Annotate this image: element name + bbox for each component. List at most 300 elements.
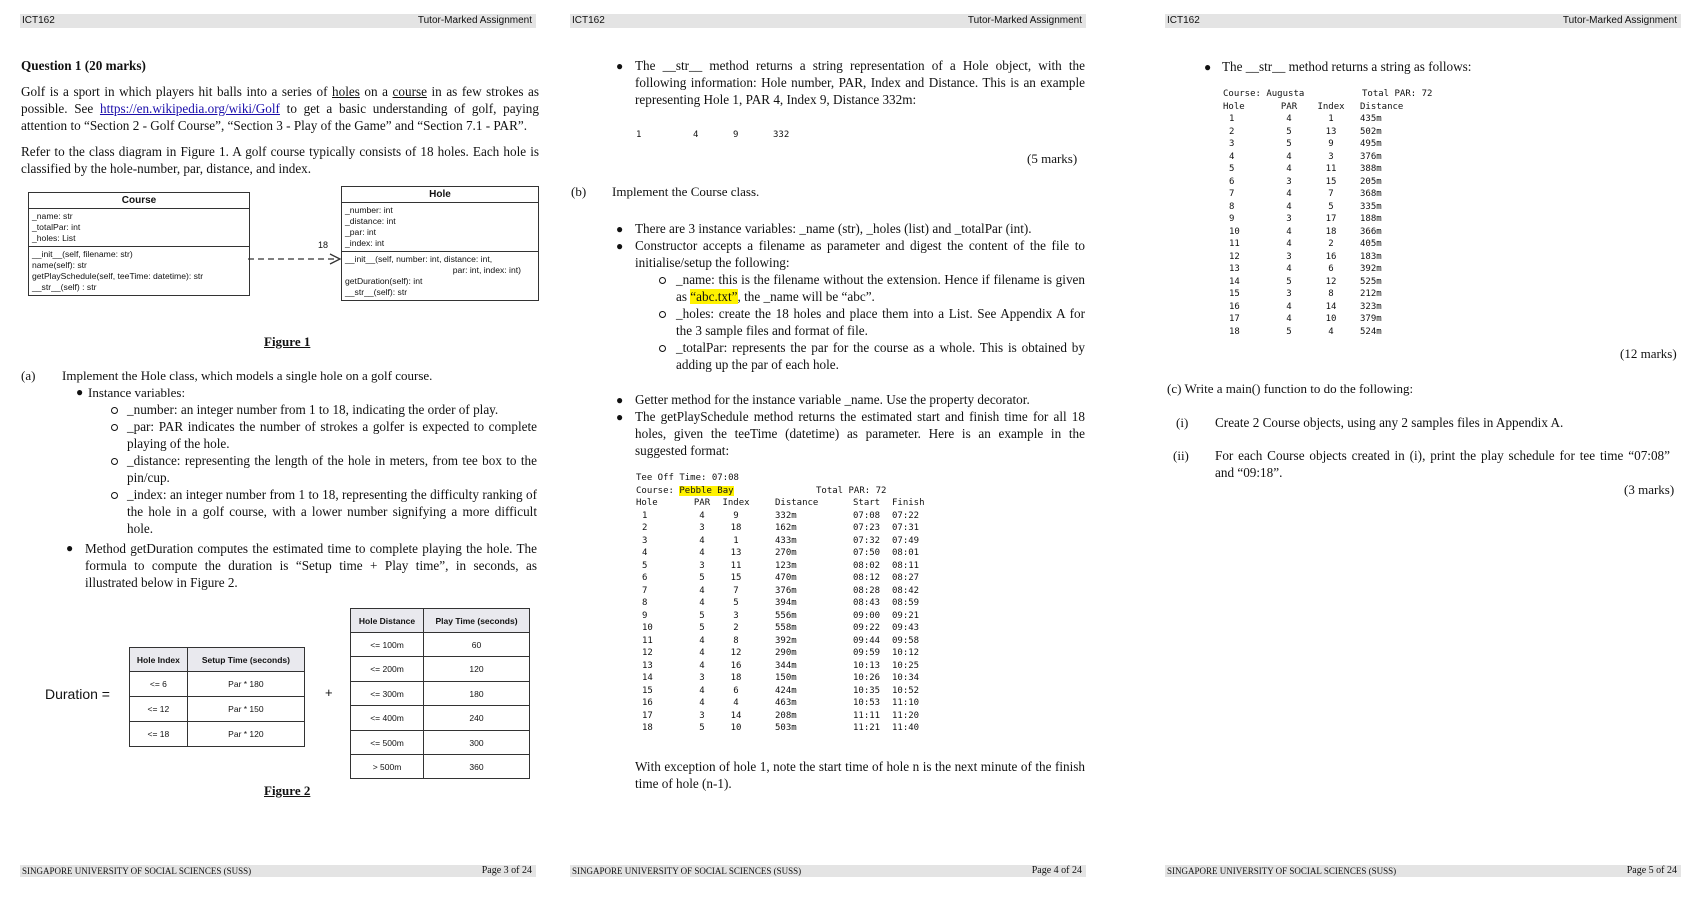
header-course: ICT162 (22, 15, 55, 26)
table-row-cell: 08:43 (853, 598, 881, 608)
table-row (1223, 113, 1523, 126)
table-header-cell: Start (853, 498, 881, 508)
table-row (636, 547, 976, 560)
footer-university: SINGAPORE UNIVERSITY OF SOCIAL SCIENCES (SUSS) (572, 866, 802, 876)
table-row-cell: 366m (1360, 226, 1382, 237)
part-a-text: Implement the Hole class, which models a single hole on a golf course. (62, 368, 433, 383)
table-header-cell: PAR (1280, 101, 1298, 112)
table-row-cell: 4 (1286, 201, 1292, 212)
table-row-cell: 10:26 (853, 673, 881, 683)
table-row-cell: 5 (699, 610, 705, 621)
table-header-cell: Hole (636, 498, 658, 508)
table-row (636, 522, 976, 535)
table-row-cell: 4 (699, 698, 705, 708)
table-row-cell: 10:13 (853, 660, 881, 671)
table-header (1223, 101, 1523, 114)
table-header-cell: Distance (775, 498, 819, 508)
table-row-cell: 2 (1328, 239, 1334, 249)
table-row-cell: 4 (1286, 151, 1292, 162)
table-row-cell: 14 (642, 673, 653, 683)
table-row-cell: 11 (730, 560, 742, 571)
table-row-cell: 12 (642, 648, 653, 658)
table-row-cell: 3 (1286, 251, 1292, 262)
marks-b: (12 marks) (1620, 346, 1677, 361)
table-row-cell: 14 (1325, 301, 1337, 312)
course-attributes: _name: str _totalPar: int _holes: List (29, 209, 249, 247)
figure-1-caption: Figure 1 (264, 334, 311, 349)
table-row-cell: 5 (1229, 164, 1235, 174)
table-row-cell: 4 (1286, 189, 1292, 199)
part-c-ii-label: (ii) (1173, 448, 1189, 463)
table-row-cell: 6 (733, 685, 739, 696)
table-row-cell: 11:11 (853, 710, 881, 721)
table-row-cell: 08:28 (853, 585, 881, 596)
table-row-cell: 6 (1229, 176, 1235, 187)
table-row-cell: 3 (699, 673, 705, 683)
table-row-cell: 09:21 (892, 610, 920, 621)
circle-bullet (659, 277, 666, 284)
bullet: ● (616, 410, 624, 424)
hole-methods: __init__(self, number: int, distance: int, par: int, index: int) getDuration(self): int __str__(self): str (345, 254, 521, 297)
course-class-box (28, 192, 250, 296)
table-row-cell: 208m (775, 710, 797, 721)
table-row-cell: 388m (1360, 164, 1382, 174)
table-row-cell: 2 (733, 623, 739, 633)
table-row-cell: 12 (1325, 276, 1337, 287)
table-row-cell: 4 (699, 585, 705, 596)
table-row-cell: 4 (1286, 314, 1292, 324)
page-4: ICT162 Tutor-Marked Assignment ● The __str__ method returns a string representation of a Hole object, with the following information: Hole number, PAR, Index and Distance. This is an example representing Hole 1, PAR 4, Index 9, Distance 332m: 1 4 9 332 (5 marks) (b) Implement the Course class. ● There are 3 instance variables: _name (str), _holes (list) and _totalPar (int). ● Constructor accepts a filename as parameter and digest the content of the file to initialise/setup the following: _name: this is the filename without the extension. Hence if filename is given as “abc.txt”, the _name will be “abc”. _holes: create the 18 holes and place them into a List. See Appendix A for the 3 sample files and format of file. _totalPar: represents the par for the course as a whole. This is obtained by adding up the par of each hole. ● Getter method for the instance variable _name. Use the property decorator. ● The getPlaySchedule method returns the estimated start and finish time for all 18 holes, given the teeTime (datetime) as parameter. Here is an example in the suggested format: Tee Off Time: 07:08 Course: Pebble Bay Total PAR: 72 Hole PAR Index Distance Start Finish 1 4 9 332m 07:08 07:22 2 3 18 162m 07:23 07:31 3 4 1 433m 07:32 07:49 4 4 13 270m 07:50 08:01 5 3 11 123m 08:02 08:11 6 5 15 470m 08:12 08:27 7 4 7 376m 08:28 08:42 8 4 5 394m 08:43 08:59 9 5 3 556m 09:00 09:21 10 5 2 558m 09:22 09:43 11 4 8 392m 09:44 09:58 12 4 12 290m 09:59 10:12 13 4 16 344m 10:13 10:25 14 3 18 150m 10:26 10:34 15 4 6 424m 10:35 10:52 16 4 4 463m 10:53 11:10 17 3 14 208m 11:11 11:20 18 5 10 503m 11:21 11:40 With exception of hole 1, note the start time of hole n is the next minute of the finish time of hole (n-1). SINGAPORE UNIVERSITY OF SOCIAL SCIENCES (SUSS) Page 4 of 24 (558, 0, 1086, 901)
table-row-cell: 2 (1229, 126, 1235, 137)
table-row-cell: 12 (730, 648, 742, 658)
table-row (636, 672, 976, 685)
table-row-cell: 3 (1229, 139, 1235, 149)
table-row-cell: 07:08 (853, 510, 881, 521)
table-row-cell: 8 (642, 598, 648, 608)
table-row-cell: 10:12 (892, 648, 920, 658)
table-row-cell: 11 (1325, 164, 1337, 174)
table-row-cell: 376m (1360, 151, 1382, 162)
table-row-cell: 290m (775, 648, 797, 658)
table-row-cell: 150m (775, 673, 797, 683)
table-row-cell: 3 (1286, 289, 1292, 299)
table-row-cell: 7 (733, 585, 739, 596)
table-row-cell: 11:21 (853, 723, 881, 733)
table-row-cell: 376m (775, 585, 797, 596)
table-row-cell: 5 (699, 573, 705, 583)
table-row-cell: 09:43 (892, 623, 920, 633)
table-row-cell: 4 (733, 698, 739, 708)
table-row (636, 697, 976, 710)
table-header-cell: Distance (1360, 101, 1404, 112)
wikipedia-golf-link[interactable]: https://en.wikipedia.org/wiki/Golf (99, 101, 280, 116)
part-b-label: (b) (571, 184, 587, 199)
bullet: ● (1204, 60, 1212, 74)
table-row-cell: 16 (642, 698, 653, 708)
table-header-cell: Hole (1223, 101, 1245, 112)
table-row (1223, 251, 1523, 264)
table-row (636, 535, 976, 548)
table-row-cell: 16 (1229, 301, 1240, 312)
part-b-text: Implement the Course class. (612, 184, 760, 199)
table-row-cell: 13 (1325, 126, 1337, 137)
table-row-cell: 08:11 (892, 560, 920, 571)
table-row-cell: 10:25 (892, 660, 920, 671)
course-methods: __init__(self, filename: str) name(self): str getPlaySchedule(self, teeTime: datetime): str __str__(self) : str (32, 249, 204, 292)
table-row-cell: 10:53 (853, 698, 881, 708)
table-row-cell: 17 (1229, 314, 1240, 324)
table-row-cell: 3 (699, 710, 705, 721)
table-row-cell: 4 (699, 648, 705, 658)
sub-name: _name: this is the filename without the extension. Hence if filename is given as “abc.txt”, the _name will be “abc”. (676, 272, 1085, 304)
table-row-cell: 07:23 (853, 523, 881, 533)
table-header-cell: Index (722, 498, 750, 508)
table-row-cell: 14 (1229, 276, 1240, 287)
table-row (1223, 326, 1523, 339)
table-row-cell: 4 (1286, 114, 1292, 124)
table-row-cell: 1 (733, 535, 739, 546)
intro-paragraph: Golf is a sport in which players hit balls into a series of holes on a course in as few strokes as possible. See https://en.wikipedia.org/wiki/Golf to get a basic understanding of golf, paying attention to “Section 2 - Golf Course”, “Section 3 - Play of the Game” and “Section 7.1 - PAR”. (21, 84, 540, 133)
table-row-cell: 3 (642, 535, 648, 546)
table-row (1223, 138, 1523, 151)
table-row-cell: 08:59 (892, 598, 920, 608)
figure-2-caption: Figure 2 (264, 783, 311, 798)
table-row-cell: 188m (1360, 214, 1382, 224)
table-row-cell: 6 (1328, 264, 1334, 274)
constructor-description: Constructor accepts a filename as parameter and digest the content of the file to initialise/setup the following: (635, 238, 1085, 270)
table-row (636, 510, 976, 523)
course-class-title: Course (29, 193, 249, 209)
table-row-cell: 5 (642, 560, 648, 571)
table-row-cell: 3 (1328, 151, 1334, 162)
table-row-cell: 07:22 (892, 510, 920, 521)
highlight-abc-txt: “abc.txt” (690, 289, 738, 304)
part-c-i-text: Create 2 Course objects, using any 2 samples files in Appendix A. (1215, 415, 1564, 430)
table-row-cell: 3 (699, 523, 705, 533)
table-row-cell: 9 (1328, 139, 1334, 149)
part-c-ii-text: For each Course objects created in (i), print the play schedule for tee time “07:08” and “09:18”. (1215, 448, 1670, 480)
circle-bullet (659, 311, 666, 318)
table-row-cell: 205m (1360, 176, 1382, 187)
table-row (636, 597, 976, 610)
table-row-cell: 4 (1328, 326, 1334, 337)
table-row-cell: 5 (733, 598, 739, 608)
iv-index: _index: an integer number from 1 to 18, representing the difficulty ranking of the hole in a golf course, with a lower number signifying a more difficult hole. (127, 487, 537, 536)
table-row-cell: 11 (1229, 239, 1240, 249)
table-row-cell: 08:01 (892, 548, 920, 558)
schedule-table (636, 497, 976, 735)
question-title: Question 1 (20 marks) (21, 58, 146, 73)
table-row-cell: 08:42 (892, 585, 920, 596)
table-row (636, 660, 976, 673)
part-c-i-label: (i) (1176, 415, 1189, 430)
iv-number: _number: an integer number from 1 to 18, indicating the order of play. (127, 402, 499, 417)
table-row-cell: 18 (1229, 326, 1240, 337)
table-header-cell: PAR (693, 498, 711, 508)
footer-university: SINGAPORE UNIVERSITY OF SOCIAL SCIENCES (SUSS) (1167, 866, 1397, 876)
table-row-cell: 379m (1360, 314, 1382, 324)
table-row-cell: 4 (1286, 226, 1292, 237)
table-row-cell: 4 (699, 660, 705, 671)
table-row-cell: 3 (733, 610, 739, 621)
table-row-cell: 10:35 (853, 685, 881, 696)
iv-distance: _distance: representing the length of the hole in meters, from tee box to the pin/cup. (127, 453, 537, 485)
page-3 (8, 0, 540, 901)
header-title: Tutor-Marked Assignment (1562, 15, 1677, 26)
table-row (1223, 213, 1523, 226)
table-header (636, 497, 976, 510)
setup-header-time: Setup Time (seconds) (187, 648, 304, 672)
table-row-cell: 16 (730, 660, 742, 671)
table-row-cell: 5 (1328, 201, 1334, 212)
table-row-cell: 5 (1286, 326, 1292, 337)
table-row-cell: 5 (699, 623, 705, 633)
table-row-cell: 4 (1286, 164, 1292, 174)
table-row-cell: 5 (1286, 139, 1292, 149)
table-row-cell: 18 (730, 673, 742, 683)
table-row-cell: 470m (775, 573, 797, 583)
table-row-cell: 07:31 (892, 523, 920, 533)
table-row-cell: 17 (1325, 214, 1337, 224)
header-title: Tutor-Marked Assignment (417, 15, 532, 26)
footer-page: Page 5 of 24 (1626, 865, 1677, 876)
header-course: ICT162 (572, 15, 605, 26)
table-row-cell: 2 (642, 523, 648, 533)
table-row (636, 610, 976, 623)
bullet: ● (616, 239, 624, 253)
table-row-cell: 16 (1325, 251, 1337, 262)
play-time-table: Hole Distance Play Time (seconds) <= 100m 60 <= 200m 120 <= 300m 180 <= 400m 240 <= 500m 300 > 500m 360 (350, 608, 530, 779)
table-row-cell: 5 (1286, 126, 1292, 137)
table-row-cell: 13 (642, 660, 653, 671)
table-row-cell: 525m (1360, 276, 1382, 287)
part-c-text: (c) Write a main() function to do the following: (1167, 381, 1414, 396)
course-holes-table (1223, 101, 1523, 339)
table-row-cell: 4 (1229, 151, 1235, 162)
table-row-cell: 10 (642, 623, 653, 633)
table-row-cell: 4 (699, 635, 705, 646)
page-header (1165, 14, 1681, 28)
table-row-cell: 4 (699, 598, 705, 608)
table-row-cell: 212m (1360, 289, 1382, 299)
play-header-time: Play Time (seconds) (424, 609, 530, 633)
table-row-cell: 12 (1229, 251, 1240, 262)
table-row-cell: 10 (730, 723, 742, 733)
table-row-cell: 392m (1360, 264, 1382, 274)
bullet: ● (66, 541, 74, 555)
course-instance-vars: There are 3 instance variables: _name (str), _holes (list) and _totalPar (int). (635, 221, 1032, 236)
table-row-cell: 18 (1325, 226, 1337, 237)
table-row-cell: 495m (1360, 139, 1382, 149)
table-row-cell: 09:22 (853, 623, 881, 633)
marks-c: (3 marks) (1624, 482, 1675, 497)
bullet: ● (76, 385, 84, 399)
table-row-cell: 524m (1360, 326, 1382, 337)
table-row-cell: 503m (775, 723, 797, 733)
hole-class-title: Hole (342, 187, 538, 203)
table-row-cell: 10:34 (892, 673, 920, 683)
table-row-cell: 15 (730, 573, 742, 583)
table-row-cell: 11 (642, 635, 653, 646)
table-row-cell: 405m (1360, 239, 1382, 249)
table-row-cell: 07:50 (853, 548, 881, 558)
sub-totalpar: _totalPar: represents the par for the course as a whole. This is obtained by adding up the par of each hole. (676, 340, 1085, 372)
table-row-cell: 15 (1325, 176, 1337, 187)
table-row (636, 647, 976, 660)
course-str-output: Course: Augusta Total PAR: 72 Hole PAR Index Distance 1 4 1 435m 2 5 13 502m 3 5 9 495m 4 4 3 376m 5 4 11 388m 6 3 15 205m 7 4 7 368m 8 4 5 335m 9 3 17 188m 10 4 18 366m 11 4 2 405m 12 3 16 183m 13 4 6 392m 14 5 12 525m 15 3 8 212m 16 4 14 323m 17 4 10 379m 18 5 4 524m (1223, 88, 1523, 338)
plus-sign: + (325, 685, 333, 700)
table-row-cell: 15 (642, 685, 653, 696)
setup-time-table: Hole Index Setup Time (seconds) <= 6 Par * 180 <= 12 Par * 150 <= 18 Par * 120 (129, 647, 305, 747)
table-row-cell: 463m (775, 698, 797, 708)
page-footer (1165, 865, 1681, 877)
table-row-cell: 344m (775, 660, 797, 671)
page-header (20, 14, 536, 28)
play-schedule-output: Tee Off Time: 07:08 Course: Pebble Bay Total PAR: 72 Hole PAR Index Distance Start Finish 1 4 9 332m 07:08 07:22 2 3 18 162m 07:23 07:31 3 4 1 433m 07:32 07:49 4 4 13 270m 07:50 08:01 5 3 11 123m 08:02 08:11 6 5 15 470m 08:12 08:27 7 4 7 376m 08:28 08:42 8 4 5 394m 08:43 08:59 9 5 3 556m 09:00 09:21 10 5 2 558m 09:22 09:43 11 4 8 392m 09:44 09:58 12 4 12 290m 09:59 10:12 13 4 16 344m 10:13 10:25 14 3 18 150m 10:26 10:34 15 4 6 424m 10:35 10:52 16 4 4 463m 10:53 11:10 17 3 14 208m 11:11 11:20 18 5 10 503m 11:21 11:40 (636, 472, 976, 735)
table-row-cell: 4 (1286, 264, 1292, 274)
table-row (1223, 238, 1523, 251)
table-row-cell: 6 (642, 573, 648, 583)
hole-class-box (341, 186, 539, 301)
table-row (636, 722, 976, 735)
table-row-cell: 09:59 (853, 648, 881, 658)
table-row-cell: 3 (699, 560, 705, 571)
association-arrow (248, 250, 348, 270)
table-row-cell: 09:58 (892, 635, 920, 646)
table-row (1223, 151, 1523, 164)
sub-holes: _holes: create the 18 holes and place them into a List. See Appendix A for the 3 sample files and format of file. (676, 306, 1085, 338)
table-row-cell: 15 (1229, 289, 1240, 299)
table-row-cell: 424m (775, 685, 797, 696)
bullet: ● (616, 393, 624, 407)
part-a-label: (a) (21, 368, 36, 383)
table-row-cell: 3 (1286, 214, 1292, 224)
table-row-cell: 14 (730, 710, 742, 721)
highlight-course-name: Pebble Bay (679, 485, 734, 496)
table-row (1223, 313, 1523, 326)
table-row-cell: 3 (1286, 176, 1292, 187)
table-row-cell: 7 (1328, 189, 1334, 199)
table-row-cell: 10 (1325, 314, 1337, 324)
table-row-cell: 4 (699, 510, 705, 521)
table-row (1223, 276, 1523, 289)
table-row-cell: 183m (1360, 251, 1382, 262)
table-row-cell: 07:32 (853, 535, 881, 546)
footer-page: Page 3 of 24 (481, 865, 532, 876)
table-row-cell: 394m (775, 598, 797, 608)
table-row-cell: 08:02 (853, 560, 881, 571)
table-row-cell: 270m (775, 548, 797, 558)
table-row (1223, 188, 1523, 201)
table-row (1223, 288, 1523, 301)
table-row (1223, 163, 1523, 176)
hole-attributes: _number: int _distance: int _par: int _index: int (342, 203, 538, 252)
table-row-cell: 332m (775, 510, 797, 521)
schedule-note: With exception of hole 1, note the start time of hole n is the next minute of the finish time of hole (n-1). (635, 759, 1085, 791)
table-row-cell: 433m (775, 535, 797, 546)
table-row (636, 560, 976, 573)
table-row-cell: 18 (730, 523, 742, 533)
bullet: ● (616, 59, 624, 73)
table-row-cell: 08:27 (892, 573, 920, 583)
table-row-cell: 123m (775, 560, 797, 571)
multiplicity-label: 18 (318, 240, 329, 250)
table-row-cell: 556m (775, 610, 797, 621)
page-footer (570, 865, 1086, 877)
page-header (570, 14, 1086, 28)
table-row-cell: 4 (642, 548, 648, 558)
footer-university: SINGAPORE UNIVERSITY OF SOCIAL SCIENCES (SUSS) (22, 866, 252, 876)
bullet: ● (616, 222, 624, 236)
table-row-cell: 09:00 (853, 610, 881, 621)
table-row-cell: 9 (1229, 214, 1235, 224)
table-row-cell: 5 (699, 723, 705, 733)
circle-bullet (659, 345, 666, 352)
getplayschedule-description: The getPlaySchedule method returns the estimated start and finish time for all 18 holes, given the teeTime (datetime) as parameter. Here is an example in the suggested format: (635, 409, 1085, 458)
table-row-cell: 4 (1286, 301, 1292, 312)
table-header-cell: Index (1317, 101, 1345, 112)
refer-paragraph: Refer to the class diagram in Figure 1. A golf course typically consists of 18 holes. Each hole is classified by the hole-number, par, distance, and index. (21, 144, 539, 176)
table-row-cell: 558m (775, 623, 797, 633)
table-row-cell: 13 (1229, 264, 1240, 274)
duration-label: Duration = (45, 686, 110, 702)
table-row (1223, 226, 1523, 239)
header-course: ICT162 (1167, 15, 1200, 26)
table-row-cell: 162m (775, 523, 797, 533)
table-row-cell: 368m (1360, 189, 1382, 199)
table-row-cell: 502m (1360, 126, 1382, 137)
table-row-cell: 07:49 (892, 535, 920, 546)
table-row-cell: 10:52 (892, 685, 920, 696)
table-row (1223, 301, 1523, 314)
table-row-cell: 4 (699, 685, 705, 696)
table-row-cell: 09:44 (853, 635, 881, 646)
table-row (636, 685, 976, 698)
str-paragraph: The __str__ method returns a string representation of a Hole object, with the following information: Hole number, PAR, Index and Distance. This is an example representing Hole 1, PAR 4, Index 9, Distance 332m: (635, 58, 1085, 107)
page-footer (20, 865, 536, 877)
table-row (636, 622, 976, 635)
table-row-cell: 8 (1328, 289, 1334, 299)
table-row (1223, 201, 1523, 214)
instance-variables-heading: Instance variables: (88, 385, 186, 400)
table-row-cell: 1 (1229, 114, 1235, 124)
table-row (636, 710, 976, 723)
table-row-cell: 11:20 (892, 710, 920, 721)
setup-header-index: Hole Index (130, 648, 188, 672)
table-row-cell: 17 (642, 710, 653, 721)
circle-bullet (111, 458, 118, 465)
table-row (636, 585, 976, 598)
table-row (636, 572, 976, 585)
table-row-cell: 9 (642, 610, 648, 621)
table-row-cell: 8 (733, 635, 739, 646)
course-str-description: The __str__ method returns a string as follows: (1222, 59, 1472, 74)
getter-description: Getter method for the instance variable _name. Use the property decorator. (635, 392, 1030, 407)
table-row-cell: 1 (642, 510, 648, 521)
table-row-cell: 335m (1360, 201, 1382, 212)
table-header-cell: Finish (892, 498, 925, 508)
table-row-cell: 13 (730, 548, 742, 558)
table-row-cell: 392m (775, 635, 797, 646)
method-paragraph: Method getDuration computes the estimated time to complete playing the hole. The formula to compute the duration is “Setup time + Play time”, in seconds, as illustrated below in Figure 2. (85, 541, 537, 590)
table-row-cell: 323m (1360, 301, 1382, 312)
table-row-cell: 18 (642, 723, 653, 733)
table-row-cell: 11:10 (892, 698, 920, 708)
table-row (1223, 126, 1523, 139)
table-row-cell: 4 (699, 535, 705, 546)
table-row-cell: 4 (1286, 239, 1292, 249)
table-row-cell: 08:12 (853, 573, 881, 583)
